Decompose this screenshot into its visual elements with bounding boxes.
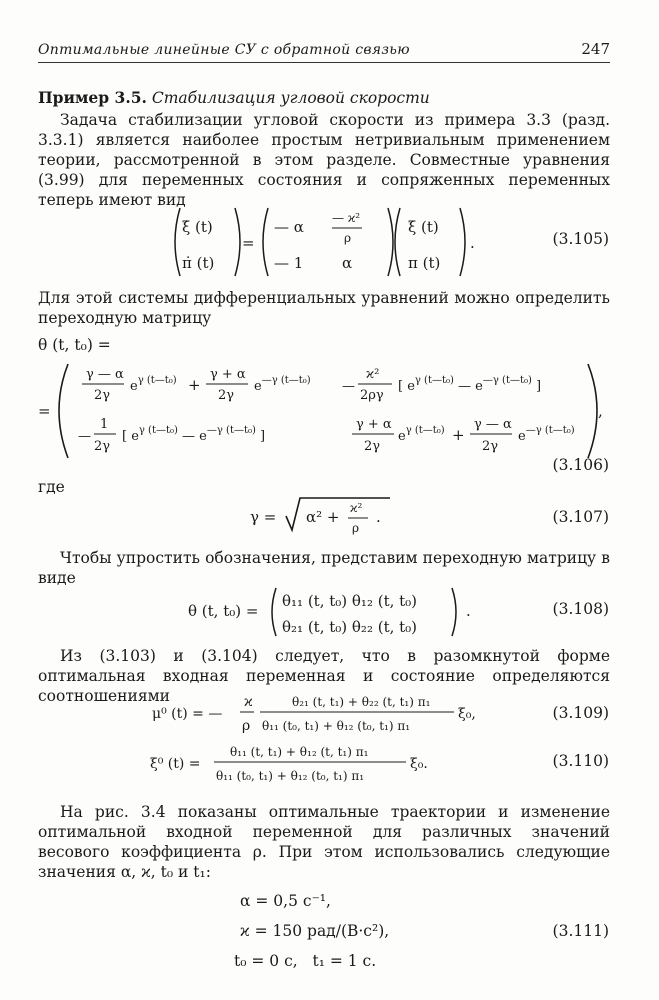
svg-text:μ⁰ (t) = —: μ⁰ (t) = — [152,706,223,722]
example-label: Пример 3.5. [38,88,147,107]
eq-number-3-105: (3.105) [552,230,609,248]
paragraph-5-text: На рис. 3.4 показаны оптимальные траектории и изменение оптимальной входной переменной для различных значений весового коэффициента ρ. При этом использовались следующие значения α, ϰ, t₀ и t₁: [38,803,610,881]
svg-text:θ₂₁ (t, t₀) θ₂₂ (t, t₀): θ₂₁ (t, t₀) θ₂₂ (t, t₀) [282,618,418,636]
svg-text:2γ: 2γ [94,439,111,454]
svg-text:π̇ (t): π̇ (t) [182,254,215,272]
svg-text:e—γ (t—t₀): $e^{—\gamma (t—t_0)}$ [518,425,575,444]
svg-text:ξ₀.: ξ₀. [410,756,428,772]
paragraph-4-text: Из (3.103) и (3.104) следует, что в разомкнутой форме оптимальная входная переменная и состояние определяются соотношениями [38,647,610,705]
svg-text:=: = [242,234,255,252]
paragraph-3 [38,548,610,588]
svg-text:ξ̇ (t): ξ̇ (t) [182,218,213,236]
svg-text:ρ: ρ [344,231,352,245]
value-kappa: ϰ = 150 рад/(В·с²), [240,922,390,940]
where-label: где [38,478,65,496]
equation-3-107 [250,494,420,538]
svg-text:2ργ: 2ργ [360,388,384,403]
svg-text:.: . [470,234,475,252]
svg-text:γ — α: γ — α [474,417,512,432]
equation-3-108 [188,586,488,638]
eq-106-lhs: θ (t, t₀) = [38,336,111,354]
paragraph-2 [38,288,610,328]
svg-text:— 1: — 1 [274,254,304,272]
svg-text:+: + [452,426,465,444]
svg-text:α² +: α² + [306,508,340,526]
svg-text:[ eγ (t—t₀) — e—γ (t—t₀) ]: [ $e^{\gamma (t—t_0)}$ — $e^{—\gamma (t—t_0)}$ ] [122,425,266,444]
paragraph-2-text: Для этой системы дифференциальных уравнений можно определить переходную матрицу [38,289,610,327]
svg-text:θ₁₁ (t, t₀) θ₁₂ (t, t₀): θ₁₁ (t, t₀) θ₁₂ (t, t₀) [282,592,418,610]
paragraph-1 [38,110,610,210]
svg-text:γ + α: γ + α [210,367,246,382]
svg-text:γ + α: γ + α [356,417,392,432]
svg-text:α: α [342,254,353,272]
paragraph-5 [38,802,610,882]
svg-text:— α: — α [274,218,304,236]
svg-text:θ₂₁ (t, t₁) + θ₂₂ (t, t₁) π₁: θ₂₁ (t, t₁) + θ₂₂ (t, t₁) π₁ [292,695,431,709]
eq-number-3-110: (3.110) [552,752,609,770]
svg-text:γ — α: γ — α [86,367,124,382]
svg-text:γ =: γ = [250,508,277,526]
svg-text:ξ (t): ξ (t) [408,218,439,236]
equation-3-110 [150,740,450,786]
svg-text:π (t): π (t) [408,254,441,272]
svg-text:ξ⁰ (t) =: ξ⁰ (t) = [150,756,201,772]
svg-text:ϰ: ϰ [244,694,253,710]
svg-text:θ₁₁ (t₀, t₁) + θ₁₂ (t₀, t₁) π₁: θ₁₁ (t₀, t₁) + θ₁₂ (t₀, t₁) π₁ [262,719,411,733]
svg-text:+: + [188,376,201,394]
svg-text:2γ: 2γ [364,439,381,454]
eq-number-3-107: (3.107) [552,508,609,526]
svg-text:ρ: ρ [242,718,251,734]
example-title: Стабилизация угловой скорости [151,89,430,107]
eq-number-3-106: (3.106) [552,456,609,474]
svg-text:ϰ²: ϰ² [366,367,380,382]
equation-3-105 [160,204,500,280]
svg-text:ρ: ρ [352,521,360,535]
equation-3-106 [38,362,610,462]
svg-text:θ₁₁ (t, t₁) + θ₁₂ (t, t₁) π₁: θ₁₁ (t, t₁) + θ₁₂ (t, t₁) π₁ [230,745,369,759]
eq-number-3-109: (3.109) [552,704,609,722]
value-times: t₀ = 0 с, t₁ = 1 с. [234,952,377,970]
svg-text:ϰ²: ϰ² [350,501,363,515]
svg-text:[ eγ (t—t₀) — e—γ (t—t₀) ]: [ $e^{\gamma (t—t_0)}$ — $e^{—\gamma (t—t_0)}$ ] [398,375,542,394]
svg-text:— ϰ²: — ϰ² [332,211,361,225]
value-alpha: α = 0,5 с⁻¹, [240,892,331,910]
svg-text:θ (t, t₀) =: θ (t, t₀) = [188,602,259,620]
eq-number-3-111: (3.111) [552,922,609,940]
example-heading [38,88,610,108]
equation-3-109 [152,690,482,736]
running-title: Оптимальные линейные СУ с обратной связью [38,42,410,58]
paragraph-3-text: Чтобы упростить обозначения, представим переходную матрицу в виде [38,549,610,587]
page-number: 247 [581,40,610,58]
svg-text:e—γ (t—t₀): $e^{—\gamma (t—t_0)}$ [254,375,311,394]
svg-text:.: . [376,508,381,526]
svg-text:2γ: 2γ [482,439,499,454]
svg-text:1: 1 [100,417,109,432]
svg-text:=: = [38,402,51,420]
running-header [38,40,610,63]
svg-text:,: , [598,402,603,420]
svg-text:—: — [78,429,91,444]
svg-text:2γ: 2γ [218,388,235,403]
paragraph-1-text: Задача стабилизации угловой скорости из примера 3.3 (разд. 3.3.1) является наиболее простым нетривиальным применением теории, рассмотренной в этом разделе. Совместные уравнения (3.99) для переменных состояния и сопряженных переменных теперь имеют вид [38,111,610,209]
svg-text:eγ (t—t₀): $e^{\gamma (t—t_0)}$ [130,375,177,394]
svg-text:.: . [466,602,471,620]
svg-text:θ₁₁ (t₀, t₁) + θ₁₂ (t₀, t₁) π₁: θ₁₁ (t₀, t₁) + θ₁₂ (t₀, t₁) π₁ [216,769,365,783]
svg-text:2γ: 2γ [94,388,111,403]
eq-number-3-108: (3.108) [552,600,609,618]
svg-text:eγ (t—t₀): $e^{\gamma (t—t_0)}$ [398,425,445,444]
svg-text:—: — [342,379,355,394]
svg-text:ξ₀,: ξ₀, [458,706,476,722]
